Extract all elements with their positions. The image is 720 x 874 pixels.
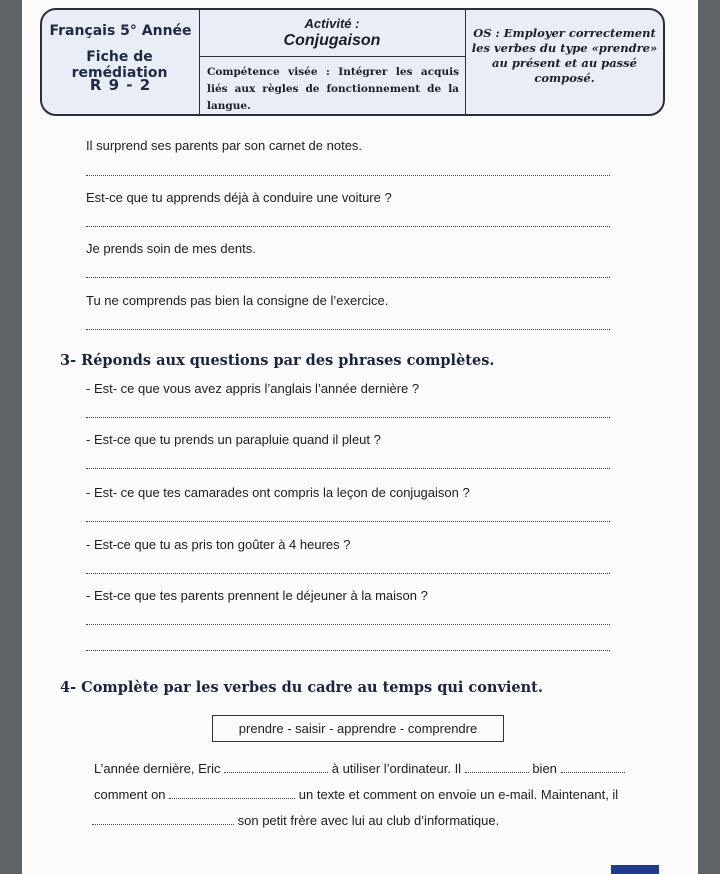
header-level-cell — [42, 10, 200, 114]
sentence-1: Il surprend ses parents par son carnet de notes. — [86, 138, 363, 153]
sheet-ref: R 9 - 2 — [89, 76, 152, 94]
section-4-title: 4- Complète par les verbes du cadre au temps qui convient. — [60, 679, 543, 696]
level-line: Français 5° Année — [49, 23, 192, 39]
answer-line[interactable] — [86, 573, 610, 574]
question-4: - Est-ce que tu as pris ton goûter à 4 heures ? — [86, 537, 351, 552]
text-segment: bien — [532, 761, 557, 776]
competence-text: Compétence visée : Intégrer les acquis liés aux règles de fonctionnement de la langue. — [207, 66, 459, 112]
question-2: - Est-ce que tu prends un parapluie quand il pleut ? — [86, 432, 381, 447]
answer-line[interactable] — [86, 226, 610, 227]
objective-text: OS : Employer correctement les verbes du type «prendre» au présent et au passé composé. — [471, 26, 658, 85]
fill-paragraph-line-2 — [94, 787, 618, 802]
page-corner-tab — [611, 865, 659, 874]
answer-line[interactable] — [86, 175, 610, 176]
blank-field[interactable] — [224, 762, 328, 773]
activity-box — [199, 10, 465, 57]
blank-field[interactable] — [169, 788, 295, 799]
section-3-title: 3- Réponds aux questions par des phrases complètes. — [60, 352, 495, 369]
answer-line[interactable] — [86, 277, 610, 278]
answer-line[interactable] — [86, 417, 610, 418]
answer-line[interactable] — [86, 468, 610, 469]
activity-name: Conjugaison — [283, 32, 381, 49]
blank-field[interactable] — [92, 814, 234, 825]
blank-field[interactable] — [465, 762, 529, 773]
activity-label: Activité : — [304, 16, 360, 31]
text-segment: à utiliser l’ordinateur. Il — [331, 761, 462, 776]
verbs-box: prendre - saisir - apprendre - comprendre — [212, 715, 504, 742]
answer-line[interactable] — [86, 521, 610, 522]
text-segment: son petit frère avec lui au club d’informatique. — [237, 813, 500, 828]
question-5: - Est-ce que tes parents prennent le déjeuner à la maison ? — [86, 588, 428, 603]
header-objective-cell — [466, 10, 663, 114]
sheet-line: Fiche de remédiation — [71, 49, 168, 81]
blank-field[interactable] — [561, 762, 625, 773]
question-3: - Est- ce que tes camarades ont compris la leçon de conjugaison ? — [86, 485, 470, 500]
answer-line[interactable] — [86, 650, 610, 651]
question-1: - Est- ce que vous avez appris l’anglais l’année dernière ? — [86, 381, 420, 396]
header-activity-cell — [199, 10, 466, 114]
text-segment: comment on — [94, 787, 166, 802]
sentence-2: Est-ce que tu apprends déjà à conduire une voiture ? — [86, 190, 392, 205]
fill-paragraph-line-1 — [94, 761, 625, 776]
worksheet-header — [40, 8, 665, 116]
text-segment: L’année dernière, Eric — [94, 761, 221, 776]
text-segment: un texte et comment on envoie un e-mail. Maintenant, il — [298, 787, 619, 802]
answer-line[interactable] — [86, 624, 610, 625]
fill-paragraph-line-3 — [92, 813, 499, 828]
sentence-4: Tu ne comprends pas bien la consigne de l’exercice. — [86, 293, 389, 308]
sentence-3: Je prends soin de mes dents. — [86, 241, 256, 256]
answer-line[interactable] — [86, 329, 610, 330]
